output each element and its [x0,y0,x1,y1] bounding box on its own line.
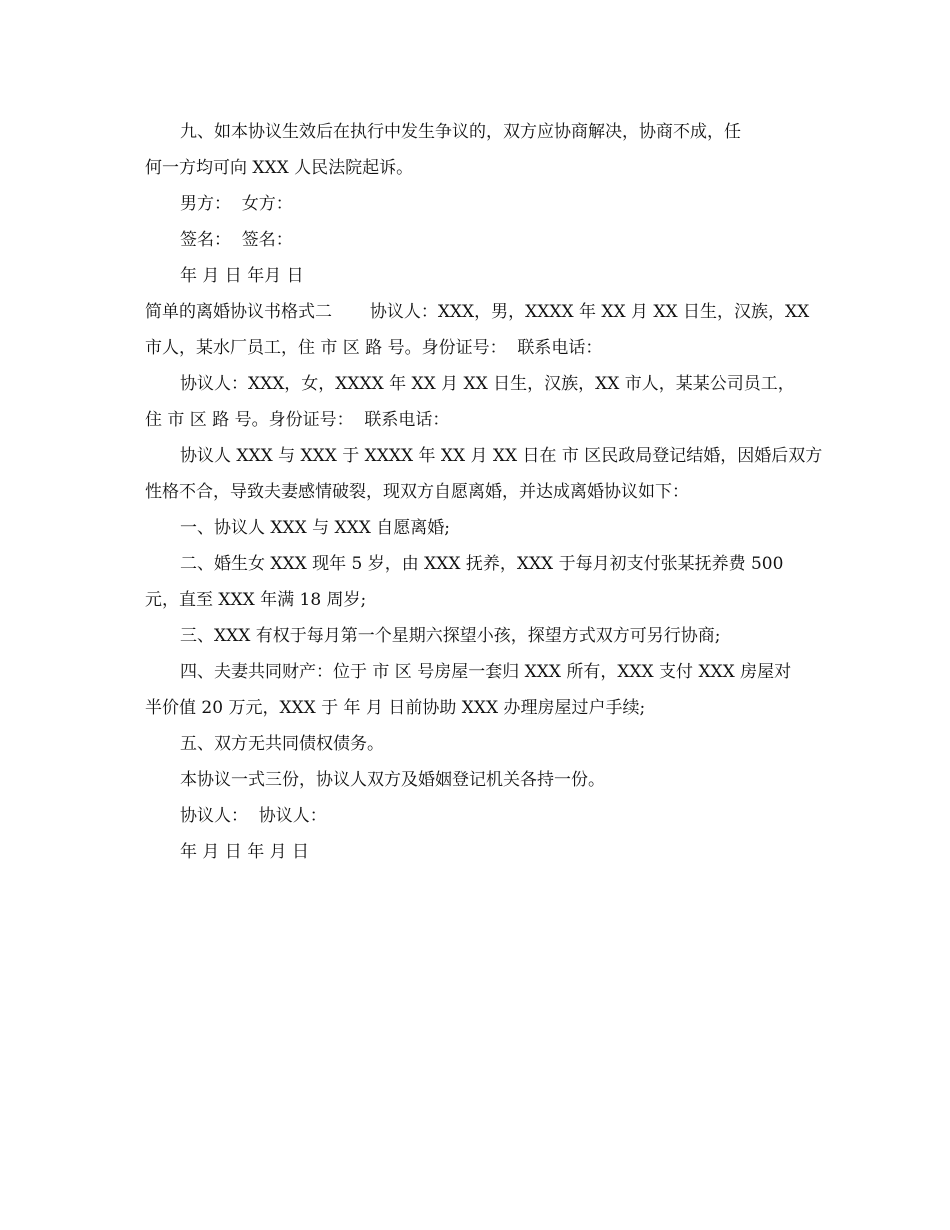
marriage-intro-line-2: 性格不合，导致夫妻感情破裂，现双方自愿离婚，并达成离婚协议如下： [145,482,689,502]
clause-four-line-2: 半价值 20 万元，XXX 于 年 月 日前协助 XXX 办理房屋过户手续; [145,698,646,718]
party-labels: 男方： 女方： [180,194,293,214]
clause-five: 五、双方无共同债权债务。 [180,734,384,754]
party-two-details-line-1: 协议人：XXX，女，XXXX 年 XX 月 XX 日生，汉族，XX 市人，某某公司员工， [180,374,795,394]
clause-three: 三、XXX 有权于每月第一个星期六探望小孩，探望方式双方可另行协商; [180,626,721,646]
format-two-heading-line: 简单的离婚协议书格式二 协议人：XXX，男，XXXX 年 XX 月 XX 日生，汉族，XX [145,302,810,322]
signatory-labels: 协议人： 协议人： [180,806,327,826]
clause-two-line-1: 二、婚生女 XXX 现年 5 岁，由 XXX 抚养，XXX 于每月初支付张某抚养费 500 [180,554,784,574]
date-line-2: 年 月 日 年 月 日 [180,842,310,862]
clause-nine-line-1: 九、如本协议生效后在执行中发生争议的，双方应协商解决，协商不成，任 [180,122,741,142]
party-two-details-line-2: 住 市 区 路 号。身份证号： 联系电话： [145,410,450,430]
marriage-intro-line-1: 协议人 XXX 与 XXX 于 XXXX 年 XX 月 XX 日在 市 区民政局登记结婚，因婚后双方 [180,446,823,466]
clause-nine-line-2: 何一方均可向 XXX 人民法院起诉。 [145,158,414,178]
clause-one: 一、协议人 XXX 与 XXX 自愿离婚; [180,518,450,538]
signature-labels: 签名： 签名： [180,230,293,250]
clause-four-line-1: 四、夫妻共同财产：位于 市 区 号房屋一套归 XXX 所有，XXX 支付 XXX 房屋对 [180,662,792,682]
clause-two-line-2: 元，直至 XXX 年满 18 周岁; [145,590,367,610]
document-page [145,114,823,870]
copies-statement: 本协议一式三份，协议人双方及婚姻登记机关各持一份。 [180,770,605,790]
date-line-1: 年 月 日 年月 日 [180,266,304,286]
party-one-details-line-2: 市人，某水厂员工，住 市 区 路 号。身份证号： 联系电话： [145,338,603,358]
